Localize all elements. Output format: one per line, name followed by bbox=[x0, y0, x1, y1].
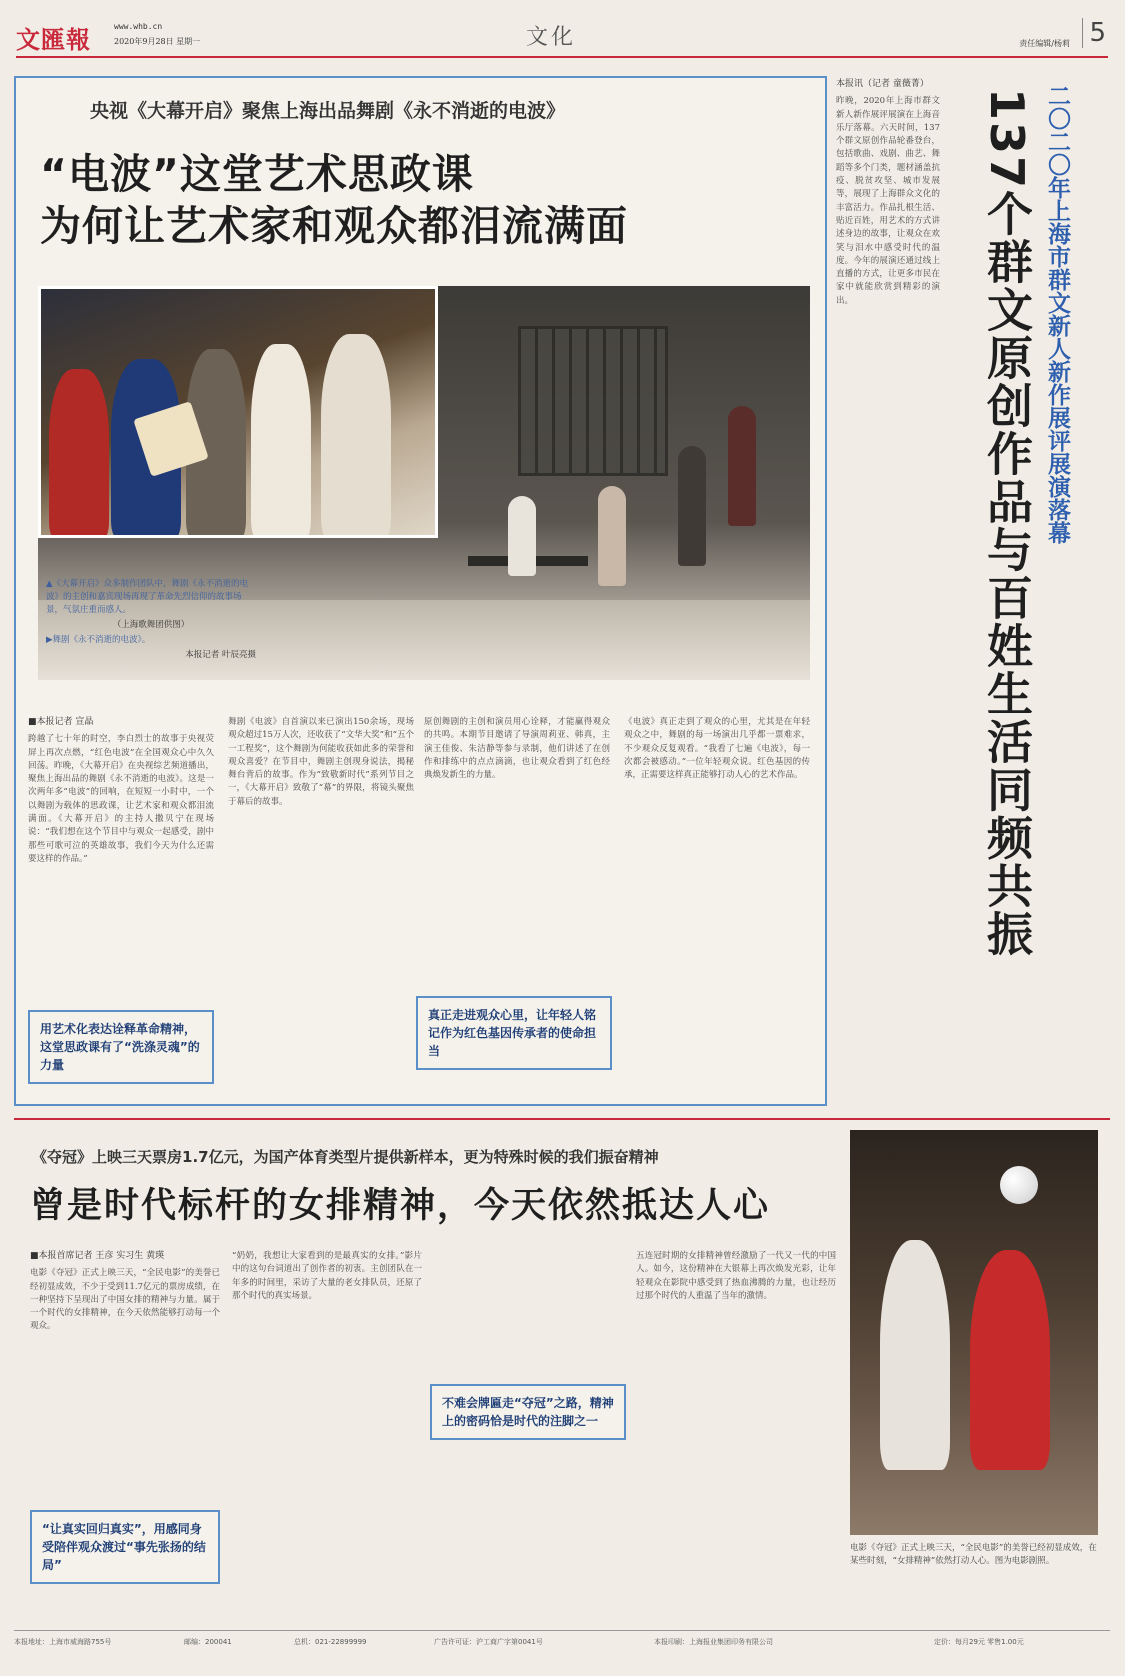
bottom-body-text: 电影《夺冠》正式上映三天，“全民电影”的美誉已经初显成效，不少于受到11.7亿元的票房成绩，在一种坚持下呈现出了中国女排的精神与力量。属于一个时代的女排精神，在今天依然能够打动每一个观众。 bbox=[30, 1268, 220, 1332]
caption-inset: ▲《大幕开启》众多制作团队中，舞剧《永不消逝的电波》的主创和嘉宾现场再现了革命先烈信仰的故事场景，气氛庄重而感人。 bbox=[46, 579, 249, 615]
lead-headline bbox=[40, 148, 820, 252]
lead-pullquote-1: 用艺术化表达诠释革命精神，这堂思政课有了“洗涤灵魂”的力量 bbox=[28, 1010, 214, 1084]
bottom-kicker: 《夺冠》上映三天票房1.7亿元，为国产体育类型片提供新样本，更为特殊时候的我们振奋精神 bbox=[32, 1148, 659, 1166]
studio-inset-photo[interactable] bbox=[38, 286, 438, 538]
footer-post: 邮编：200041 bbox=[184, 1638, 232, 1646]
lead-body-text: 原创舞剧的主创和演员用心诠释，才能赢得观众的共鸣。本期节目邀请了导演周莉亚、韩真，主演王佳俊、朱洁静等参与录制，他们讲述了在创作和排练中的点点滴滴，也让观众看到了红色经典焕发新生的力量。 bbox=[424, 717, 610, 781]
guest-figure bbox=[49, 369, 109, 538]
footer-phone: 总机：021-22899999 bbox=[294, 1638, 367, 1646]
footer-ad-license: 广告许可证：沪工商广字第0041号 bbox=[434, 1638, 543, 1646]
player-figure bbox=[880, 1240, 950, 1470]
caption-stage: ▶舞剧《永不消逝的电波》。 bbox=[46, 635, 151, 645]
dancer-figure bbox=[598, 486, 626, 586]
lead-body-text: 舞剧《电波》自首演以来已演出150余场，现场观众超过15万人次，还收获了“文华大奖”和“五个一工程奖”，这个舞剧为何能收获如此多的荣誉和观众喜爱？在节目中，舞剧主创现身说法，揭秘舞台背后的故事。作为“致敬新时代”系列节目之一，《大幕开启》致敬了“幕”的界限，将镜头聚焦于幕后的故事。 bbox=[228, 717, 414, 807]
lead-headline-line2: 为何让艺术家和观众都泪流满面 bbox=[40, 202, 628, 250]
stage-window-set bbox=[518, 326, 668, 476]
dancer-figure bbox=[678, 446, 706, 566]
lead-column-4 bbox=[624, 716, 810, 1096]
issue-date: 2020年9月28日 星期一 bbox=[114, 37, 201, 46]
bottom-column-3 bbox=[636, 1250, 836, 1620]
lead-column-3 bbox=[424, 716, 610, 986]
bottom-byline: ■本报首席记者 王彦 实习生 黄瑛 bbox=[30, 1251, 165, 1261]
lead-body-text: 《电波》真正走到了观众的心里，尤其是在年轻观众之中，舞剧的每一场演出几乎都一票难求，不少观众反复观看。“我看了七遍《电波》，每一次都会被感动。”一位年轻观众说。红色基因的传承，正需要这样真正能够打动人心的艺术作品。 bbox=[624, 717, 810, 781]
bottom-column-2 bbox=[232, 1250, 422, 1620]
bottom-pullquote-2: 不难会牌匾走“夺冠”之路，精神上的密码恰是时代的注脚之一 bbox=[430, 1384, 626, 1440]
volleyball-photo-caption: 电影《夺冠》正式上映三天，“全民电影”的美誉已经初显成效，在某些时刻，“女排精神”依然打动人心。图为电影剧照。 bbox=[850, 1543, 1097, 1566]
lead-byline: ■本报记者 宣晶 bbox=[28, 717, 94, 727]
side-kicker: 二〇二〇年上海市群文新人新作展评展演落幕 bbox=[1044, 84, 1070, 544]
page-footer bbox=[14, 1630, 1110, 1670]
bottom-pullquote-1: “让真实回归真实”，用感同身受陪伴观众渡过“事先张扬的结局” bbox=[30, 1510, 220, 1584]
website-url[interactable]: www.whb.cn bbox=[114, 22, 163, 31]
lead-headline-line1: “电波”这堂艺术思政课 bbox=[40, 150, 474, 198]
lead-column-1 bbox=[28, 716, 214, 1016]
section-title: 文化 bbox=[526, 25, 577, 50]
lead-body-text: 跨越了七十年的时空，李白烈士的故事于央视荧屏上再次点燃，“红色电波”在全国观众心中久久回荡。昨晚，《大幕开启》在央视综艺频道播出，聚焦上海出品的舞剧《永不消逝的电波》。这是一次两年多“电波”的回响，在短短一小时中，一个以舞剧为载体的思政课，让艺术家和观众都泪流满面。《大幕开启》的主持人撒贝宁在现场说：“我们想在这个节目中与观众一起感受，剧中那些可歌可泣的英雄故事，我们今天为什么还需要这样的作品。” bbox=[28, 734, 214, 864]
bottom-body-text: “奶奶，我想让大家看到的是最真实的女排。”影片中的这句台词道出了创作者的初衷。主创团队在一年多的时间里，采访了大量的老女排队员，还原了那个时代的真实场景。 bbox=[232, 1251, 422, 1301]
footer-address: 本报地址：上海市威海路755号 bbox=[14, 1638, 112, 1646]
lead-kicker: 央视《大幕开启》聚焦上海出品舞剧《永不消逝的电波》 bbox=[90, 100, 566, 122]
bottom-column-1 bbox=[30, 1250, 220, 1510]
guest-figure bbox=[251, 344, 311, 538]
volleyball-photo[interactable] bbox=[850, 1130, 1098, 1535]
footer-printer: 本报印刷：上海报业集团印务有限公司 bbox=[654, 1638, 773, 1646]
newspaper-logo: 文匯報 bbox=[16, 25, 91, 54]
bottom-headline: 曾是时代标杆的女排精神，今天依然抵达人心 bbox=[30, 1185, 771, 1226]
side-byline: 本报讯（记者 童薇菁） bbox=[836, 79, 929, 89]
page-editor: 责任编辑/杨莉 bbox=[1019, 39, 1070, 48]
side-body-text: 昨晚，2020年上海市群文新人新作展评展演在上海音乐厅落幕。六天时间，137个群文原创作品轮番登台，包括歌曲、戏剧、曲艺、舞蹈等多个门类，题材涵盖抗疫、脱贫攻坚、城市发展等，展现了上海群众文化的丰富活力。作品扎根生活、贴近百姓，用艺术的方式讲述身边的故事，让观众在欢笑与泪水中感受时代的温度。今年的展演还通过线上直播的方式，让更多市民在家中就能欣赏到精彩的演出。 bbox=[836, 96, 940, 306]
caption-inset-credit: （上海歌舞团供图） bbox=[112, 620, 190, 630]
dancer-figure bbox=[508, 496, 536, 576]
footer-price: 定价：每月29元 零售1.00元 bbox=[934, 1638, 1024, 1646]
side-headline: 137个群文原创作品与百姓生活同频共振 bbox=[980, 88, 1034, 959]
side-article-column bbox=[836, 78, 940, 1108]
lead-photo-caption bbox=[46, 578, 256, 664]
guest-figure bbox=[321, 334, 391, 538]
volleyball bbox=[1000, 1166, 1038, 1204]
page-number: 5 bbox=[1082, 18, 1106, 48]
lead-pullquote-2: 真正走进观众心里，让年轻人铭记作为红色基因传承者的使命担当 bbox=[416, 996, 612, 1070]
caption-stage-credit: 本报记者 叶辰亮摄 bbox=[185, 650, 256, 660]
masthead bbox=[16, 18, 1108, 58]
bottom-body-text: 五连冠时期的女排精神曾经激励了一代又一代的中国人。如今，这份精神在大银幕上再次焕发光彩，让年轻观众在影院中感受到了热血沸腾的力量，也让经历过那个时代的人重温了当年的激情。 bbox=[636, 1251, 836, 1301]
player-figure bbox=[970, 1250, 1050, 1470]
section-divider bbox=[14, 1118, 1110, 1120]
lead-column-2 bbox=[228, 716, 414, 1096]
dancer-figure bbox=[728, 406, 756, 526]
